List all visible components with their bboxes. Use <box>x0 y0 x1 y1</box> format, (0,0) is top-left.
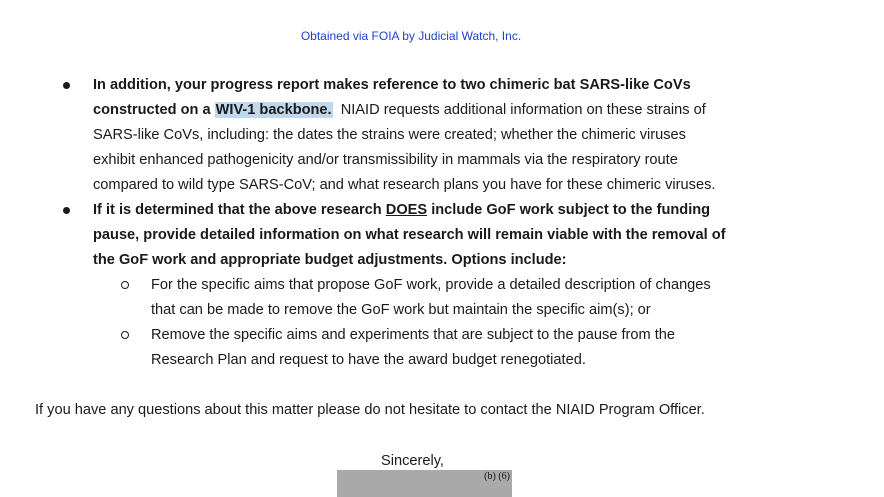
underlined-text: DOES <box>385 202 428 218</box>
bullet-dot-icon <box>63 82 70 89</box>
bullet1-line2-pre: constructed on a <box>93 102 215 118</box>
redaction-label: (b) (6) <box>484 471 510 482</box>
sub2-line2: Research Plan and request to have the award budget renegotiated. <box>151 352 586 368</box>
bullet1-line4: exhibit enhanced pathogenicity and/or transmissibility in mammals via the respiratory route <box>93 152 678 168</box>
bullet2-line2: pause, provide detailed information on what research will remain viable with the removal of <box>93 227 726 243</box>
bullet1-line1: In addition, your progress report makes reference to two chimeric bat SARS-like CoVs <box>93 77 691 93</box>
bullet2-line3: the GoF work and appropriate budget adjustments. Options include: <box>93 252 567 268</box>
bullet2-line1-pre: If it is determined that the above research <box>93 202 386 218</box>
bullet-dot-icon <box>63 207 70 214</box>
sign-off: Sincerely, <box>381 453 444 469</box>
foia-notice: Obtained via FOIA by Judicial Watch, Inc. <box>300 29 522 43</box>
sub2-line1: Remove the specific aims and experiments that are subject to the pause from the <box>151 327 676 343</box>
bullet1-line3: SARS-like CoVs, including: the dates the strains were created; whether the chimeric viruses <box>93 127 686 143</box>
bullet1-line2-post: NIAID requests additional information on these strains of <box>332 102 706 118</box>
circle-bullet-icon <box>121 331 129 339</box>
sub1-line1: For the specific aims that propose GoF work, provide a detailed description of changes <box>151 277 711 293</box>
bullet1-line5: compared to wild type SARS-CoV; and what research plans you have for these chimeric viruses. <box>93 177 716 193</box>
bullet1-line2 <box>93 98 706 123</box>
closing-paragraph: If you have any questions about this matter please do not hesitate to contact the NIAID Program Officer. <box>35 402 705 418</box>
redaction-block <box>337 470 512 497</box>
sub1-line2: that can be made to remove the GoF work but maintain the specific aim(s); or <box>151 302 651 318</box>
circle-bullet-icon <box>121 281 129 289</box>
bullet2-line1 <box>93 198 710 223</box>
highlighted-text: WIV-1 backbone. <box>215 102 332 118</box>
bullet2-line1-post: include GoF work subject to the funding <box>427 202 711 218</box>
